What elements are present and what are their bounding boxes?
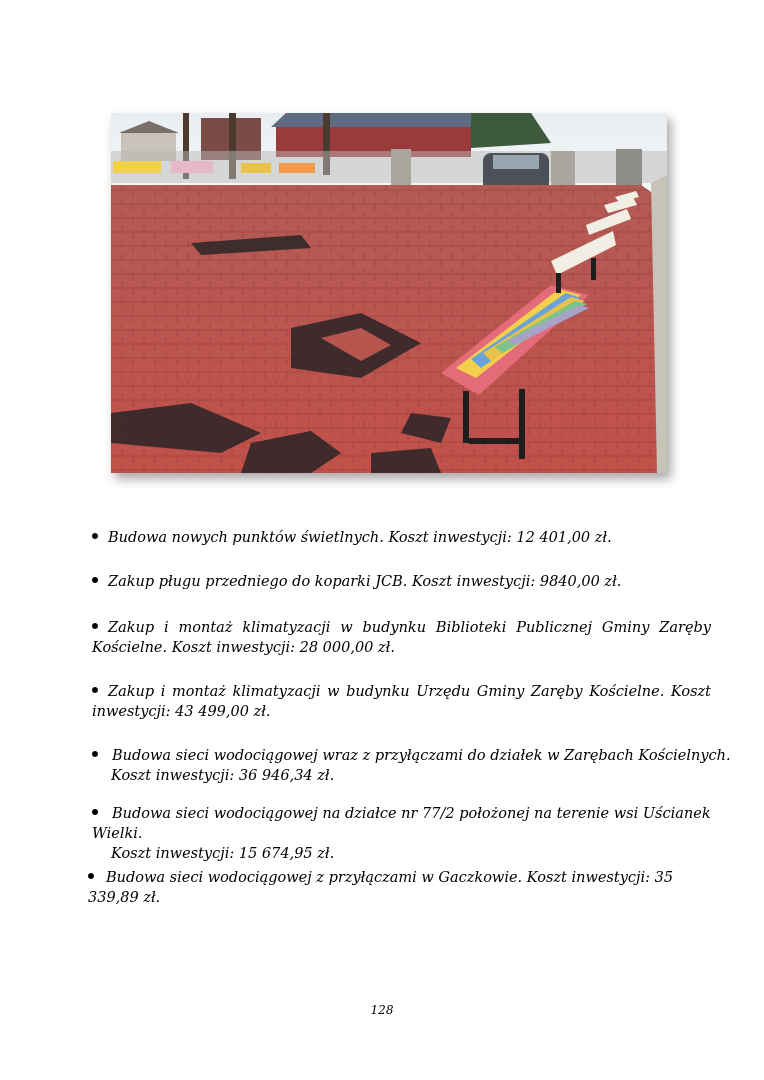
list-item: Budowa sieci wodociągowej na działce nr 77/2 położonej na terenie wsi Uścianek Wielki. Koszt inwestycji: 15 674,95 zł. (92, 806, 711, 862)
list-item: Budowa sieci wodociągowej z przyłączami w Gaczkowie. Koszt inwestycji: 35 339,89 zł. (88, 870, 674, 906)
bullet-icon (92, 751, 98, 757)
bullet-icon (92, 809, 98, 815)
list-item: Budowa nowych punktów świetlnych. Koszt inwestycji: 12 401,00 zł. (92, 528, 712, 548)
bullet-icon (92, 577, 98, 583)
bullet-icon (92, 533, 98, 539)
bullet-icon (88, 873, 94, 879)
photo-paved-square-with-benches (111, 113, 667, 473)
bullet-icon (92, 687, 98, 693)
page-number: 128 (370, 1003, 394, 1017)
list-item: Zakup pługu przedniego do koparki JCB. Koszt inwestycji: 9840,00 zł. (92, 572, 712, 592)
list-item: Budowa sieci wodociągowej wraz z przyłączami do działek w Zarębach Kościelnych. Koszt inwestycji: 36 946,34 zł. (92, 746, 732, 786)
list-item: Zakup i montaż klimatyzacji w budynku Biblioteki Publicznej Gminy Zaręby Kościelne. Koszt inwestycji: 28 000,00 zł. (92, 620, 711, 656)
list-item: Zakup i montaż klimatyzacji w budynku Urzędu Gminy Zaręby Kościelne. Koszt inwestycji: 43 499,00 zł. (92, 684, 711, 720)
bullet-icon (92, 623, 98, 629)
